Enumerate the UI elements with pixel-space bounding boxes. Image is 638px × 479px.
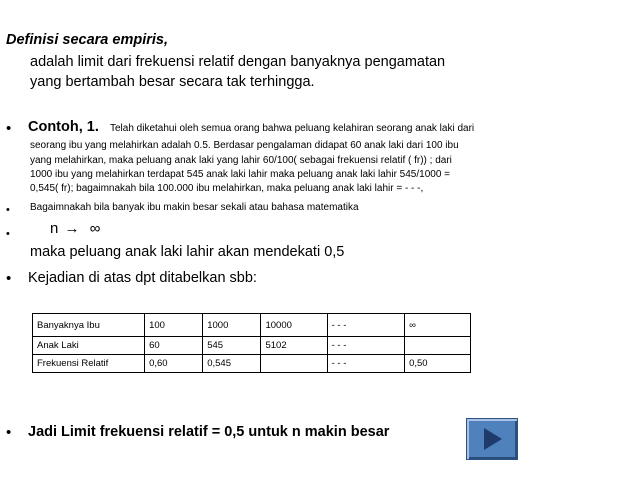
definition-line-1: adalah limit dari frekuensi relatif dengan banyaknya pengamatan bbox=[30, 54, 446, 70]
bullet-limit: • bbox=[6, 228, 10, 240]
table-row bbox=[33, 314, 471, 337]
next-slide-button[interactable] bbox=[466, 418, 518, 460]
table-cell: Frekuensi Relatif bbox=[33, 355, 145, 373]
table-cell: 0,60 bbox=[145, 355, 203, 373]
right-arrow-icon: → bbox=[64, 220, 80, 237]
table-cell bbox=[405, 337, 471, 355]
kejadian-line: Kejadian di atas dpt ditabelkan sbb: bbox=[28, 270, 257, 286]
table-cell: - - - bbox=[327, 314, 404, 337]
table-cell: Banyaknya Ibu bbox=[33, 314, 145, 337]
table-cell: 1000 bbox=[203, 314, 261, 337]
table-cell: - - - bbox=[327, 337, 404, 355]
limit-expression bbox=[50, 220, 100, 237]
bullet-question: • bbox=[6, 204, 10, 216]
bullet-contoh: • bbox=[6, 120, 12, 137]
play-icon bbox=[478, 425, 506, 453]
limit-n: n bbox=[50, 220, 59, 237]
maka-line: maka peluang anak laki lahir akan mendekati 0,5 bbox=[30, 244, 345, 260]
table-cell: 5102 bbox=[261, 337, 327, 355]
table-cell: 100 bbox=[145, 314, 203, 337]
table-cell: Anak Laki bbox=[33, 337, 145, 355]
slide-title: Definisi secara empiris, bbox=[6, 32, 168, 48]
infinity-symbol: ∞ bbox=[89, 220, 101, 237]
table-cell: - - - bbox=[327, 355, 404, 373]
bullet-kejadian: • bbox=[6, 270, 12, 287]
conclusion-line: Jadi Limit frekuensi relatif = 0,5 untuk n makin besar bbox=[28, 424, 390, 440]
table-cell: ∞ bbox=[405, 314, 471, 337]
table-row bbox=[33, 337, 471, 355]
contoh-first-line: Telah diketahui oleh semua orang bahwa peluang kelahiran seorang anak laki dari bbox=[110, 123, 475, 134]
table-cell: 60 bbox=[145, 337, 203, 355]
frequency-table bbox=[32, 313, 471, 373]
contoh-line-4: 0,545( fr); bagaimnakah bila 100.000 ibu melahirkan, maka peluang anak laki lahir = - - -, bbox=[30, 183, 424, 194]
table-cell: 10000 bbox=[261, 314, 327, 337]
contoh-label: Contoh, 1. bbox=[28, 119, 99, 135]
contoh-line-3: 1000 ibu yang melahirkan terdapat 545 anak laki lahir maka peluang anak laki lahir 545/1000 = bbox=[30, 169, 451, 180]
table-cell: 0,50 bbox=[405, 355, 471, 373]
contoh-line-1: seorang ibu yang melahirkan adalah 0.5. Berdasar pengalaman didapat 60 anak laki dari 100 ibu bbox=[30, 140, 459, 151]
table-cell bbox=[261, 355, 327, 373]
bullet-conclusion: • bbox=[6, 424, 12, 441]
table-cell: 545 bbox=[203, 337, 261, 355]
contoh-line-2: yang melahirkan, maka peluang anak laki yang lahir 60/100( sebagai frekuensi relatif ( fr)) ; dari bbox=[30, 155, 452, 166]
table-cell: 0,545 bbox=[203, 355, 261, 373]
question-text: Bagaimnakah bila banyak ibu makin besar sekali atau bahasa matematika bbox=[30, 202, 359, 213]
definition-line-2: yang bertambah besar secara tak terhingga. bbox=[30, 74, 315, 90]
table-row bbox=[33, 355, 471, 373]
